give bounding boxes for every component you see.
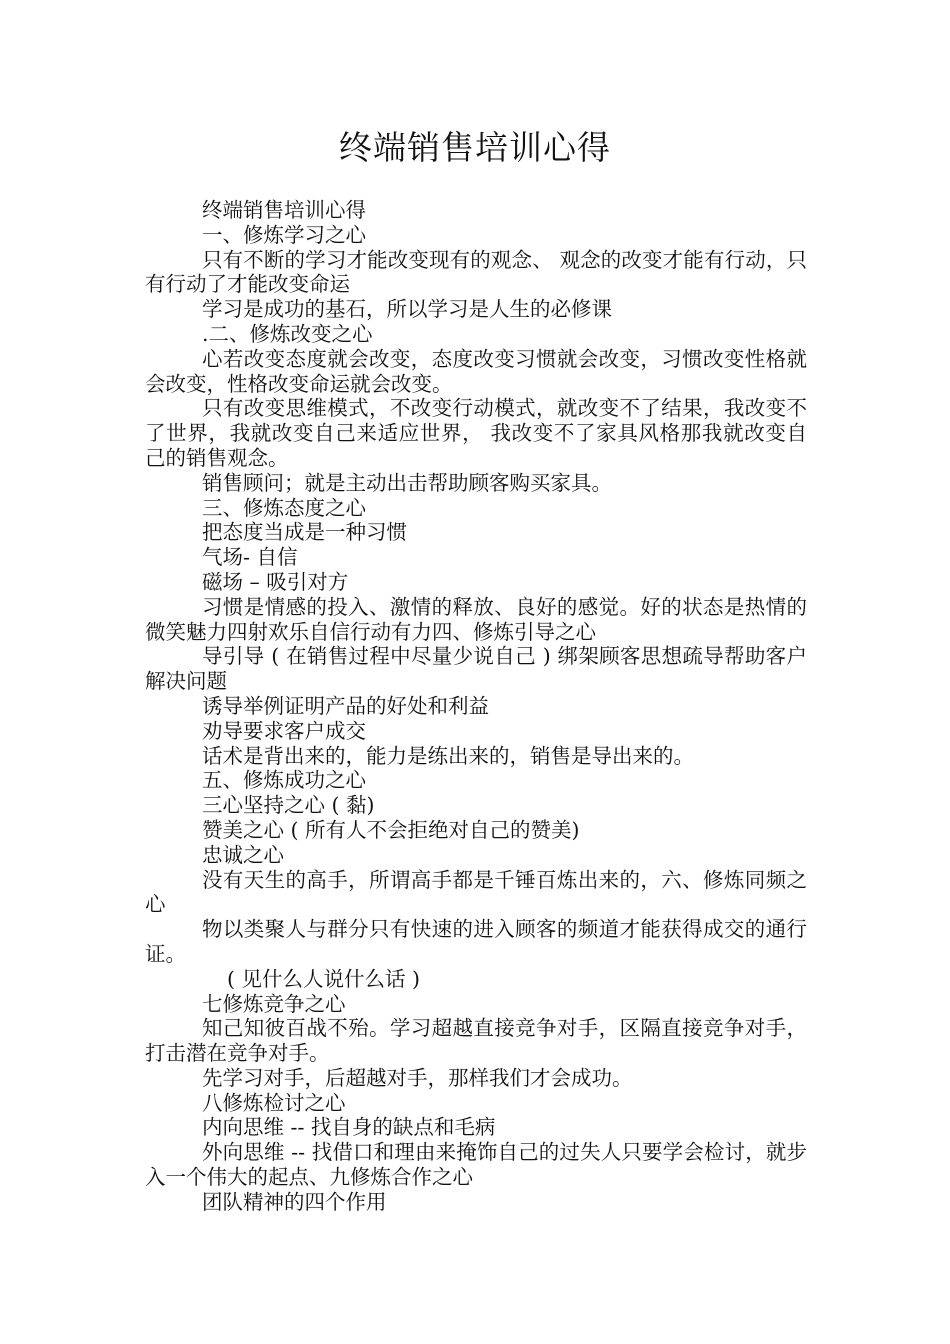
section-heading: 五、修炼成功之心 [202,768,366,793]
paragraph: 把态度当成是一种习惯 [202,520,407,545]
paragraph: 销售顾问；就是主动出击帮助顾客购买家具。 [202,470,612,495]
paragraph: 没有天生的高手，所谓高手都是千锤百炼出来的，六、修炼同频之心 [145,867,807,917]
paragraph: 赞美之心 ( 所有人不会拒绝对自己的赞美) [202,817,580,842]
paragraph: 习惯是情感的投入、激情的释放、良好的感觉。好的状态是热情的微笑魅力四射欢乐自信行动有力四、修炼引导之心 [145,594,807,644]
paragraph: 物以类聚人与群分只有快速的进入顾客的频道才能获得成交的通行证。 [145,917,807,966]
paragraph: 导引导 ( 在销售过程中尽量少说自己 ) 绑架顾客思想疏导帮助客户解决问题 [145,644,807,694]
paragraph: 学习是成功的基石，所以学习是人生的必修课 [202,297,612,322]
section-heading: 八修炼检讨之心 [202,1090,346,1115]
paragraph: 磁场 – 吸引对方 [202,569,349,594]
paragraph: 外向思维 -- 找借口和理由来掩饰自己的过失人只要学会检讨，就步入一个伟大的起点、九修炼合作之心 [145,1140,807,1190]
paragraph: 终端销售培训心得 [202,198,366,222]
paragraph: 团队精神的四个作用 [202,1189,387,1214]
paragraph: 劝导要求客户成交 [202,718,366,743]
paragraph: 知己知彼百战不殆。学习超越直接竞争对手，区隔直接竞争对手，打击潜在竞争对手。 [145,1016,807,1066]
section-heading: 三、修炼态度之心 [202,495,366,520]
section-heading: .二、修炼改变之心 [202,321,373,346]
paragraph: 忠诚之心 [202,842,284,867]
document-title: 终端销售培训心得 [339,128,611,167]
paragraph: 话术是背出来的，能力是练出来的，销售是导出来的。 [202,743,694,768]
paragraph: 三心坚持之心 ( 黏) [202,793,375,818]
paragraph: 内向思维 -- 找自身的缺点和毛病 [202,1115,496,1140]
paragraph: 先学习对手，后超越对手，那样我们才会成功。 [202,1065,633,1090]
paragraph: 诱导举例证明产品的好处和利益 [202,693,489,718]
paragraph: 气场- 自信 [202,545,298,570]
document-body [145,198,807,1215]
paragraph: 只有改变思维模式，不改变行动模式，就改变不了结果，我改变不了世界，我就改变自己来适应世界， 我改变不了家具风格那我就改变自己的销售观念。 [145,396,807,470]
section-heading: 七修炼竞争之心 [202,991,346,1016]
section-heading: 一、修炼学习之心 [202,222,366,247]
paragraph: ( 见什么人说什么话 ) [227,966,421,991]
paragraph: 只有不断的学习才能改变现有的观念、 观念的改变才能有行动，只有行动了才能改变命运 [145,247,807,297]
paragraph: 心若改变态度就会改变，态度改变习惯就会改变，习惯改变性格就会改变，性格改变命运就会改变。 [145,346,807,396]
